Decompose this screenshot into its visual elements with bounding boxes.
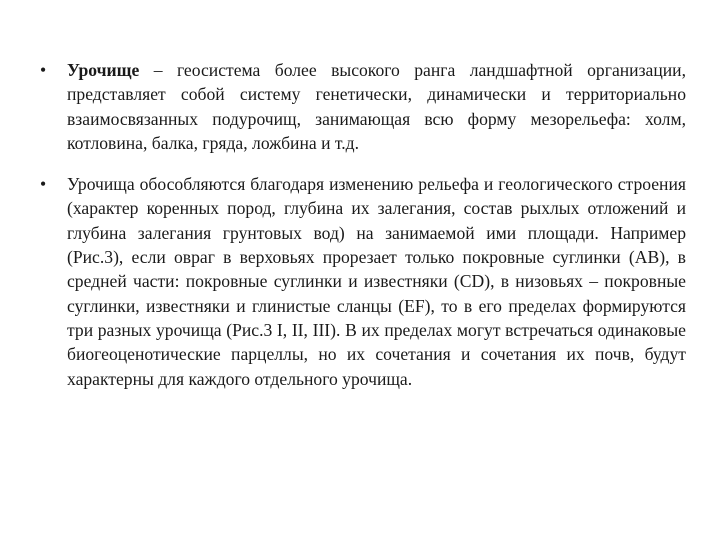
bullet-icon: • [40,60,47,80]
bullet-icon: • [40,174,47,195]
bullet-list [40,58,686,391]
term-urochishche: Урочище [67,60,140,80]
formation-text: Урочища обособляются благодаря изменению рельефа и геологического строения (характер коренных пород, глубина их залегания, состав рыхлых отложений и глубина залегания грунтовых вод) на занимаемой ими площади. Например (Рис.3), если овраг в верховьях прорезает только покровные суглинки (АВ), в средней части: покровные суглинки и известняки (CD), в низовьях – покровные суглинки, известняки и глинистые сланцы (EF), то в его пределах формируются три разных урочища (Рис.3 I, II, III). В их пределах могут встречаться одинаковые биогеоценотические парцеллы, но их сочетания и сочетания их почв, будут характерны для каждого отдельного урочища. [67,174,686,389]
definition-text: – геосистема более высокого ранга ландшафтной организации, представляет собой систему генетически, динамически и территориально взаимосвязанных подурочищ, занимающая всю форму мезорельефа: холм, котловина, балка, гряда, ложбина и т.д. [67,60,686,153]
bullet-item-urochishche-definition [40,58,686,155]
bullet-item-urochishche-formation [40,172,686,391]
